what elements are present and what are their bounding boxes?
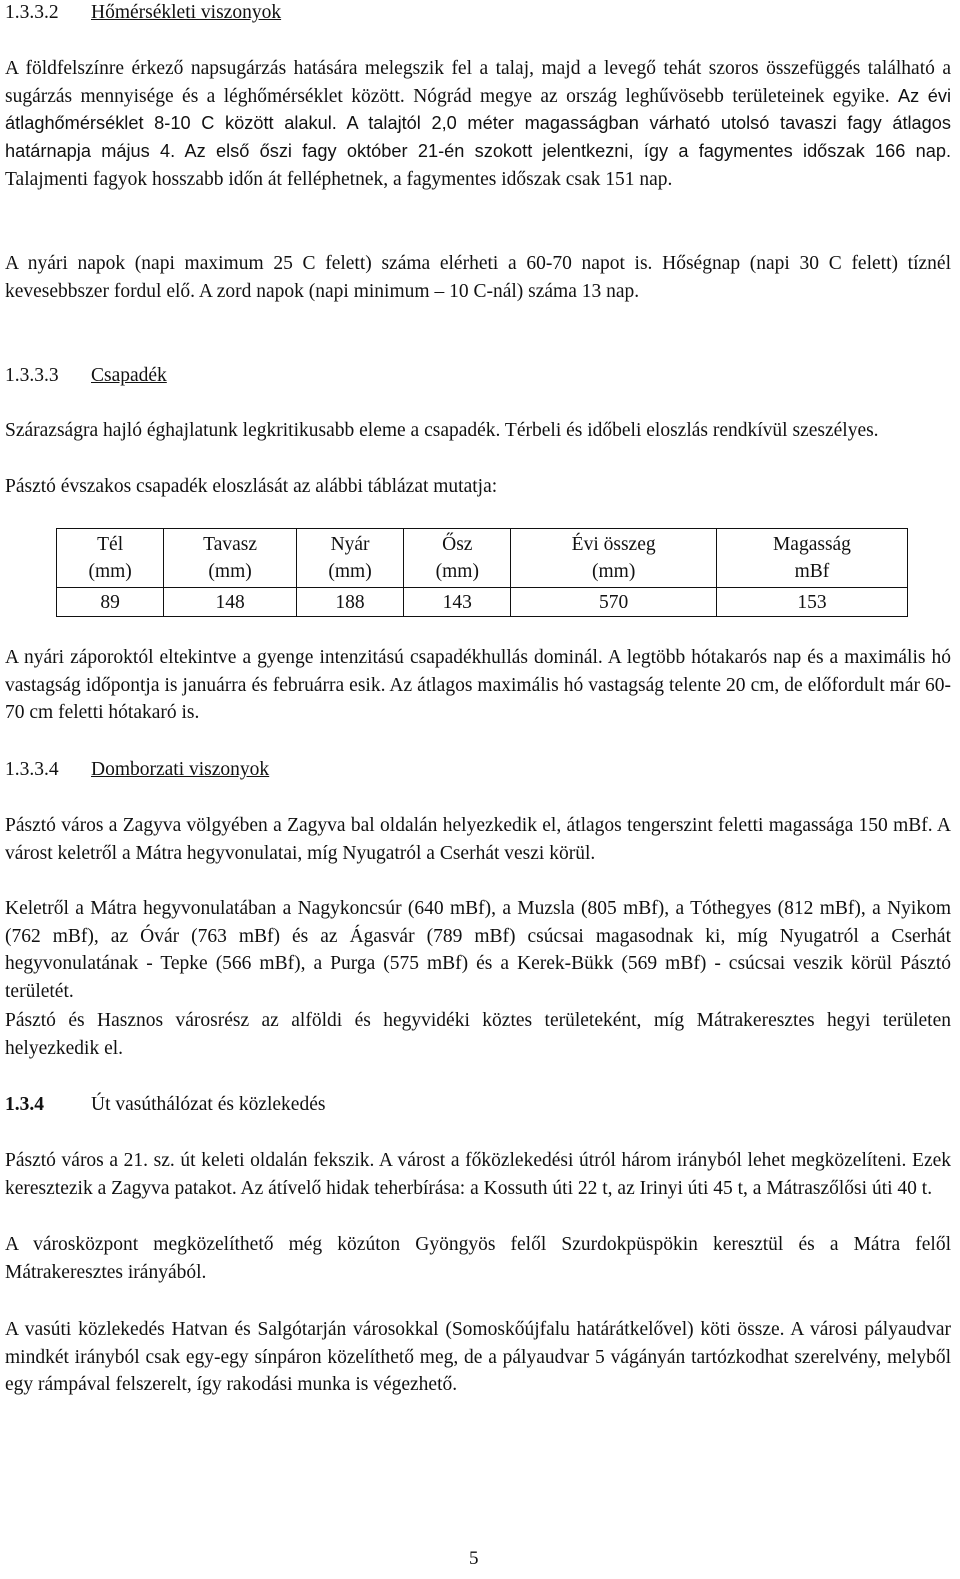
header-unit: (mm) — [208, 561, 252, 582]
paragraph-city-center: A városközpont megközelíthető még közúton Gyöngyös felől Szurdokpüspökin keresztül és a Mátra felől Mátrakeresztes irányából. — [5, 1234, 951, 1283]
paragraph-text: felett) száma elérheti a 60-70 napot is. Hőségnap (napi 30 C — [315, 253, 842, 274]
header-unit: (mm) — [435, 561, 479, 582]
section-heading-temperature — [5, 1, 281, 25]
page-number: 5 — [469, 1548, 479, 1569]
table-cell: 570 — [511, 588, 717, 617]
header-label: Nyár — [330, 534, 370, 555]
paragraph-text: Talajmenti fagyok hosszabb időn át felléphetnek, a fagymentes időszak csak 151 nap. — [5, 168, 673, 190]
table-row — [57, 588, 908, 617]
header-label: Évi összeg — [571, 534, 656, 555]
precipitation-table — [56, 528, 908, 617]
paragraph-text: A nyári napok (napi maximum 25 C — [5, 253, 316, 274]
paragraph-districts: Pásztó és Hasznos városrész az alföldi és hegyvidéki köztes területeként, míg Mátrakeresztes hegyi területen helyezkedik el. — [5, 1010, 951, 1059]
table-cell: 153 — [716, 588, 907, 617]
paragraph-table-intro: Pásztó évszakos csapadék eloszlását az alábbi táblázat mutatja: — [5, 476, 498, 497]
table-cell: 89 — [57, 588, 164, 617]
section-heading-transport — [5, 1093, 325, 1117]
paragraph-temperature — [5, 55, 951, 194]
section-number: 1.3.3.4 — [5, 759, 59, 780]
paragraph-text: A földfelszínre érkező napsugárzás hatására melegszik fel a talaj, majd a levegő tehát szoros összefüggés található a sugárzás mennyisége és a léghőmérséklet között. Nógrád megye az ország leghűvösebb területeinek egyike. — [5, 58, 951, 107]
section-title: Hőmérsékleti viszonyok — [91, 2, 282, 23]
table-header-cell — [164, 529, 297, 588]
header-unit: (mm) — [88, 561, 132, 582]
table-cell: 148 — [164, 588, 297, 617]
table-header-cell — [57, 529, 164, 588]
section-number: 1.3.4 — [5, 1094, 44, 1115]
section-heading-relief — [5, 758, 269, 782]
header-unit: (mm) — [328, 561, 372, 582]
paragraph-text: között alakul. A talajtól 2,0 méter magasságban várható utolsó tavaszi fagy átlagos határnapja május 4. Az első őszi fagy október 21-én szokott jelentkezni, így a fagymentes időszak 166 nap. — [5, 113, 951, 162]
paragraph-railway: A vasúti közlekedés Hatvan és Salgótarján városokkal (Somoskőújfalu határátkelővel) köti össze. A városi pályaudvar mindkét irányból csak egy-egy sínpáron közelíthető meg, de a pályaudvar 5 vágányán tartózkodhat szerelvény, melyből egy rámpával felszerelt, így rakodási munka is végezhető. — [5, 1319, 951, 1396]
table-cell: 188 — [296, 588, 403, 617]
table-header-cell — [716, 529, 907, 588]
header-label: Tél — [97, 534, 124, 555]
paragraph-dryness: Szárazságra hajló éghajlatunk legkritikusabb eleme a csapadék. Térbeli és időbeli eloszlás rendkívül szeszélyes. — [5, 420, 879, 441]
section-number: 1.3.3.3 — [5, 365, 59, 386]
section-number: 1.3.3.2 — [5, 2, 59, 23]
header-label: Magasság — [772, 534, 851, 555]
header-unit: mBf — [794, 561, 830, 582]
paragraph-location: Pásztó város a Zagyva völgyében a Zagyva bal oldalán helyezkedik el, átlagos tengerszint feletti magassága 150 mBf. A várost keletről a Mátra hegyvonulatai, míg Nyugatról a Cserhát veszi körül. — [5, 815, 951, 864]
section-title: Csapadék — [91, 365, 167, 386]
paragraph-summer-days — [5, 250, 951, 305]
section-heading-precipitation — [5, 364, 167, 388]
header-unit: (mm) — [591, 561, 636, 582]
table-header-cell — [404, 529, 511, 588]
paragraph-snow: A nyári záporoktól eltekintve a gyenge intenzitású csapadékhullás dominál. A legtöbb hótakarós nap és a maximális hó vastagság időpontja is januárra és februárra esik. Az átlagos maximális hó vastagság telente 20 cm, de előfordult már 60-70 cm feletti hótakaró is. — [5, 647, 951, 724]
section-title: Domborzati viszonyok — [91, 759, 270, 780]
header-label: Tavasz — [203, 534, 258, 555]
paragraph-roads: Pásztó város a 21. sz. út keleti oldalán fekszik. A várost a főközlekedési útról három irányból lehet megközelíteni. Ezek keresztezik a Zagyva patakot. Az átívelő hidak teherbírása: a Kossuth úti 22 t, az Irinyi úti 45 t, a Mátraszőlősi úti 40 t. — [5, 1150, 951, 1199]
table-header-row — [57, 529, 908, 588]
paragraph-text: -nál) száma 13 nap. — [486, 280, 640, 302]
section-title: Út vasúthálózat és közlekedés — [91, 1094, 326, 1115]
paragraph-text: Az évi átlaghőmérséklet 8-10 C — [5, 85, 952, 134]
table-header-cell — [511, 529, 717, 588]
table-cell: 143 — [404, 588, 511, 617]
table-header-cell — [296, 529, 403, 588]
header-label: Ősz — [442, 534, 473, 555]
paragraph-text: felett) tíznél kevesebbszer fordul elő. A zord napok (napi minimum – 10 C — [5, 253, 951, 302]
paragraph-peaks: Keletről a Mátra hegyvonulatában a Nagykoncsúr (640 mBf), a Muzsla (805 mBf), a Tóthegyes (812 mBf), a Nyikom (762 mBf), az Óvár (763 mBf) és az Ágasvár (789 mBf) csúcsai magasodnak ki, míg Nyugatról a Cserhát hegyvonulatának - Tepke (566 mBf), a Purga (575 mBf) és a Kerek-Bükk (569 mBf) - csúcsai veszik körül Pásztó területét. — [5, 898, 951, 1003]
